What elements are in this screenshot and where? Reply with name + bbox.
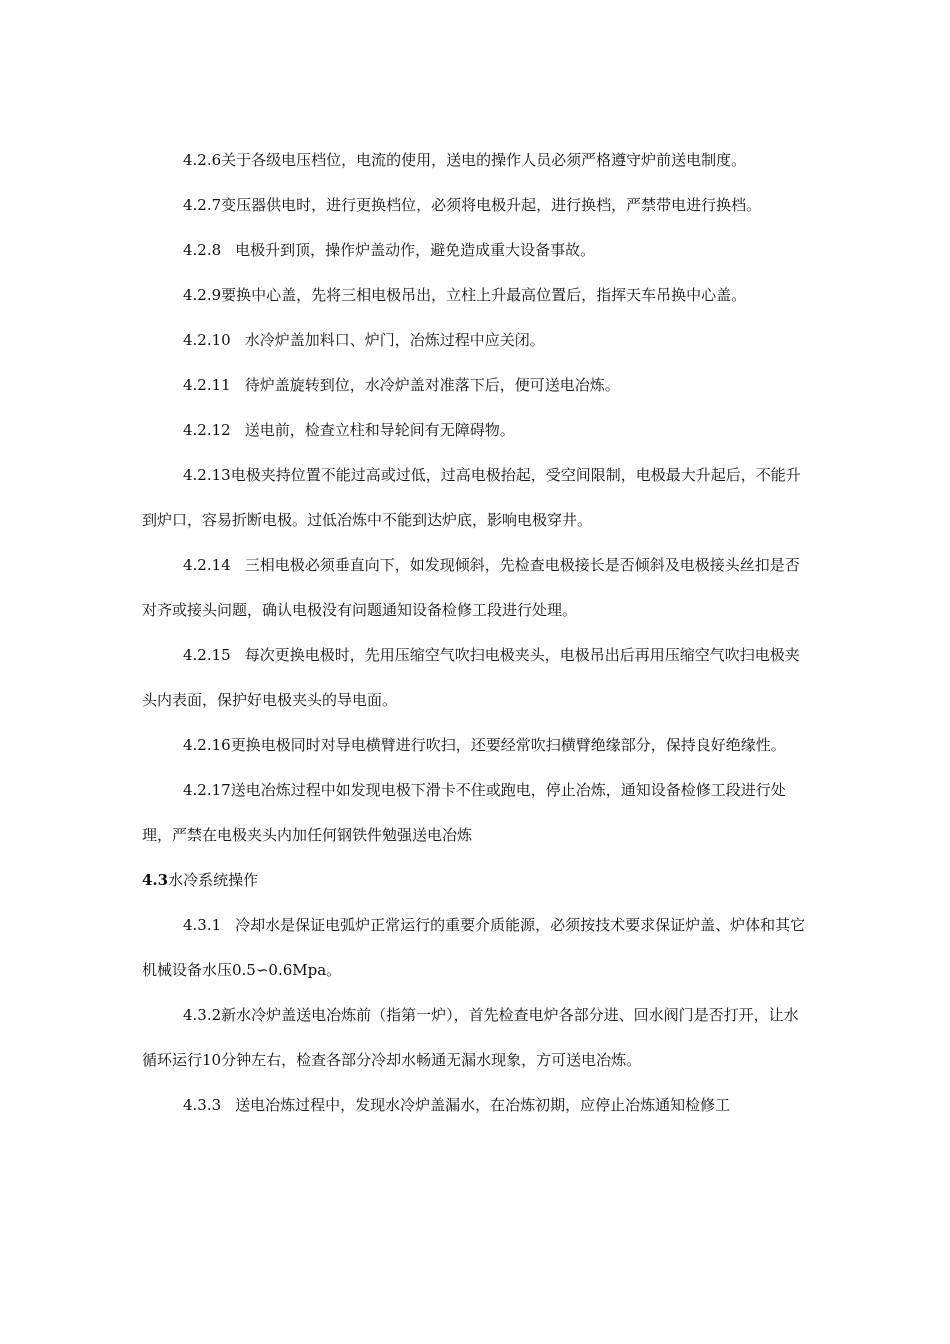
clause-text: 要换中心盖，先将三相电极吊出，立柱上升最高位置后，指挥天车吊换中心盖。 — [221, 286, 747, 304]
clause-text: 新水冷炉盖送电冶炼前（指第一炉），首先检查电炉各部分进、回水阀门是否打开，让水循环运行10分钟左右，检查各部分冷却水畅通无漏水现象，方可送电冶炼。 — [142, 1006, 799, 1069]
clause-text: 关于各级电压档位，电流的使用，送电的操作人员必须严格遵守炉前送电制度。 — [221, 151, 747, 169]
clause-text: 每次更换电极时，先用压缩空气吹扫电极夹头，电极吊出后再用压缩空气吹扫电极夹头内表面，保护好电极夹头的导电面。 — [142, 646, 800, 709]
clause-number: 4.2.6 — [183, 151, 222, 169]
clause-text: 电极夹持位置不能过高或过低，过高电极抬起，受空间限制，电极最大升起后，不能升到炉口，容易折断电极。过低冶炼中不能到达炉底，影响电极穿井。 — [142, 466, 801, 529]
paragraph-4-2-13 — [142, 453, 812, 543]
paragraph-4-2-17 — [142, 768, 812, 858]
paragraph-4-2-15 — [142, 633, 812, 723]
clause-text: 送电冶炼过程中如发现电极下滑卡不住或跑电，停止冶炼，通知设备检修工段进行处理，严禁在电极夹头内加任何钢铁件勉强送电冶炼 — [142, 781, 786, 844]
section-heading-4-3 — [142, 858, 812, 903]
clause-text: 冷却水是保证电弧炉正常运行的重要介质能源，必须按技术要求保证炉盖、炉体和其它机械设备水压0.5∽0.6Mpa。 — [142, 916, 806, 979]
paragraph-4-2-9 — [142, 273, 812, 318]
clause-number: 4.2.17 — [183, 781, 231, 799]
clause-text: 送电前，检查立柱和导轮间有无障碍物。 — [244, 421, 515, 439]
paragraph-4-3-1 — [142, 903, 812, 993]
document-body — [142, 138, 812, 1128]
paragraph-4-2-16 — [142, 723, 812, 768]
clause-number: 4.2.16 — [183, 736, 231, 754]
clause-number: 4.2.8 — [183, 241, 222, 259]
paragraph-4-2-6 — [142, 138, 812, 183]
clause-text: 水冷炉盖加料口、炉门，冶炼过程中应关闭。 — [244, 331, 545, 349]
paragraph-4-3-2 — [142, 993, 812, 1083]
section-number: 4.3 — [142, 871, 169, 889]
paragraph-4-2-7 — [142, 183, 812, 228]
clause-number: 4.2.9 — [183, 286, 222, 304]
paragraph-4-2-12 — [142, 408, 812, 453]
clause-text: 更换电极同时对导电横臂进行吹扫，还要经常吹扫横臂绝缘部分，保持良好绝缘性。 — [230, 736, 786, 754]
clause-text: 送电冶炼过程中，发现水冷炉盖漏水，在冶炼初期，应停止冶炼通知检修工 — [235, 1096, 731, 1114]
clause-number: 4.3.3 — [183, 1096, 222, 1114]
paragraph-4-3-3 — [142, 1083, 812, 1128]
clause-text: 三相电极必须垂直向下，如发现倾斜，先检查电极接长是否倾斜及电极接头丝扣是否对齐或接头问题，确认电极没有问题通知设备检修工段进行处理。 — [142, 556, 800, 619]
clause-number: 4.2.10 — [183, 331, 231, 349]
clause-number: 4.3.1 — [183, 916, 222, 934]
clause-number: 4.2.13 — [183, 466, 231, 484]
clause-text: 电极升到顶，操作炉盖动作，避免造成重大设备事故。 — [235, 241, 596, 259]
clause-number: 4.2.11 — [183, 376, 231, 394]
section-title: 水冷系统操作 — [168, 871, 259, 889]
paragraph-4-2-14 — [142, 543, 812, 633]
paragraph-4-2-8 — [142, 228, 812, 273]
clause-number: 4.3.2 — [183, 1006, 222, 1024]
clause-number: 4.2.12 — [183, 421, 231, 439]
paragraph-4-2-11 — [142, 363, 812, 408]
clause-number: 4.2.14 — [183, 556, 231, 574]
clause-number: 4.2.15 — [183, 646, 231, 664]
clause-text: 变压器供电时，进行更换档位，必须将电极升起，进行换档，严禁带电进行换档。 — [221, 196, 762, 214]
clause-number: 4.2.7 — [183, 196, 222, 214]
clause-text: 待炉盖旋转到位，水冷炉盖对准落下后，便可送电冶炼。 — [244, 376, 620, 394]
paragraph-4-2-10 — [142, 318, 812, 363]
